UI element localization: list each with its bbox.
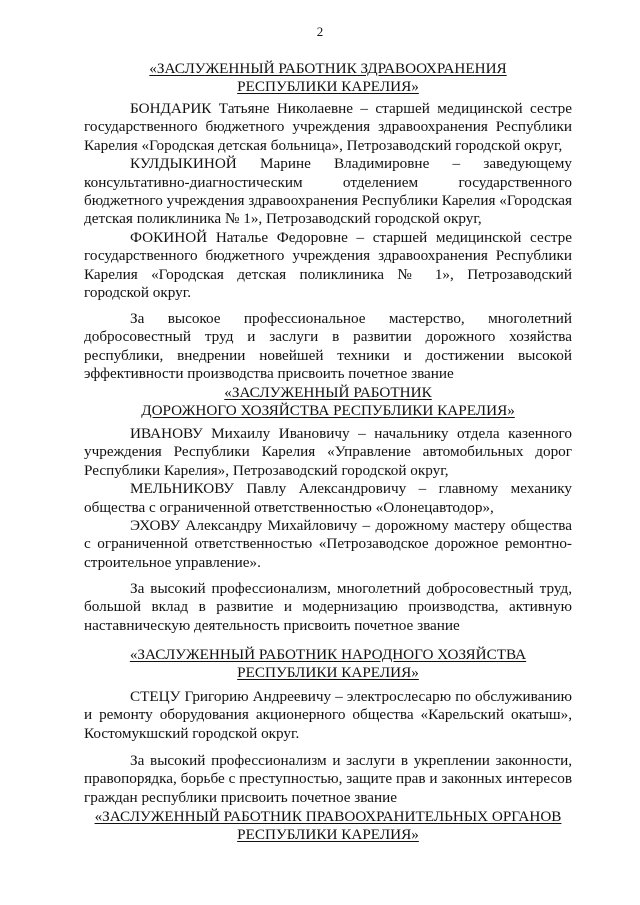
heading-line: РЕСПУБЛИКИ КАРЕЛИЯ» — [237, 826, 419, 844]
award-intro-paragraph: За высокий профессионализм и заслуги в укреплении законности, правопорядка, борьбе с преступностью, защите прав и законных интересов граждан республики присвоить почетное звание — [84, 752, 572, 806]
recipient-paragraph: СТЕЦУ Григорию Андреевичу – электрослесарю по обслуживанию и ремонту оборудования акционерного общества «Карельский окатыш», Костомукшский городской округ. — [84, 688, 572, 742]
intro-law-enforcement — [84, 752, 572, 807]
recipient-paragraph: ФОКИНОЙ Наталье Федоровне – старшей медицинской сестре государственного бюджетного учреждения здравоохранения Республики Карелия «Городская детская поликлиника № 1», Петрозаводский городской округ. — [84, 228, 572, 302]
recipients-healthcare — [84, 100, 572, 302]
recipient-paragraph: КУЛДЫКИНОЙ Марине Владимировне – заведующему консультативно-диагностическим отделением государственного бюджетного учреждения здравоохранения Республики Карелия «Городская детская поликлиника № 1», Петрозаводский городской округ, — [84, 155, 572, 228]
recipients-economy — [84, 688, 572, 743]
recipients-road — [84, 425, 572, 572]
award-intro-paragraph: За высокое профессиональное мастерство, многолетний добросовестный труд и заслуги в развитии дорожного хозяйства республики, внедрении новейшей техники и достижении высокой эффективности производства присвоить почетное звание — [84, 310, 572, 383]
recipient-paragraph: БОНДАРИК Татьяне Николаевне – старшей медицинской сестре государственного бюджетного учреждения здравоохранения Республики Карелия «Городская детская больница», Петрозаводский городской округ, — [84, 100, 572, 154]
award-intro-paragraph: За высокий профессионализм, многолетний добросовестный труд, большой вклад в развитие и модернизацию производства, активную наставническую деятельность присвоить почетное звание — [84, 580, 572, 634]
heading-line: РЕСПУБЛИКИ КАРЕЛИЯ» — [237, 78, 419, 96]
heading-line: ДОРОЖНОГО ХОЗЯЙСТВА РЕСПУБЛИКИ КАРЕЛИЯ» — [141, 402, 515, 420]
heading-line: «ЗАСЛУЖЕННЫЙ РАБОТНИК — [224, 384, 432, 401]
heading-line: «ЗАСЛУЖЕННЫЙ РАБОТНИК ПРАВООХРАНИТЕЛЬНЫХ ОРГАНОВ — [94, 808, 562, 825]
recipient-paragraph: ЭХОВУ Александру Михайловичу – дорожному мастеру общества с ограниченной ответственностью «Петрозаводское дорожное ремонтно-строительное управление». — [84, 517, 572, 571]
heading-line: «ЗАСЛУЖЕННЫЙ РАБОТНИК НАРОДНОГО ХОЗЯЙСТВА — [129, 646, 527, 663]
recipient-paragraph: МЕЛЬНИКОВУ Павлу Александровичу – главному механику общества с ограниченной ответственностью «Олонецавтодор», — [84, 480, 572, 516]
heading-line: «ЗАСЛУЖЕННЫЙ РАБОТНИК ЗДРАВООХРАНЕНИЯ — [149, 60, 507, 77]
intro-road — [84, 310, 572, 384]
section-heading-law-enforcement — [84, 808, 572, 845]
recipient-paragraph: ИВАНОВУ Михаилу Ивановичу – начальнику отдела казенного учреждения Республики Карелия «Управление автомобильных дорог Республики Карелия», Петрозаводский городской округ, — [84, 425, 572, 479]
page-number: 2 — [316, 24, 324, 39]
section-heading-road — [84, 384, 572, 421]
section-heading-healthcare — [84, 60, 572, 97]
section-heading-economy — [84, 646, 572, 683]
intro-economy — [84, 580, 572, 635]
heading-line: РЕСПУБЛИКИ КАРЕЛИЯ» — [237, 664, 419, 682]
